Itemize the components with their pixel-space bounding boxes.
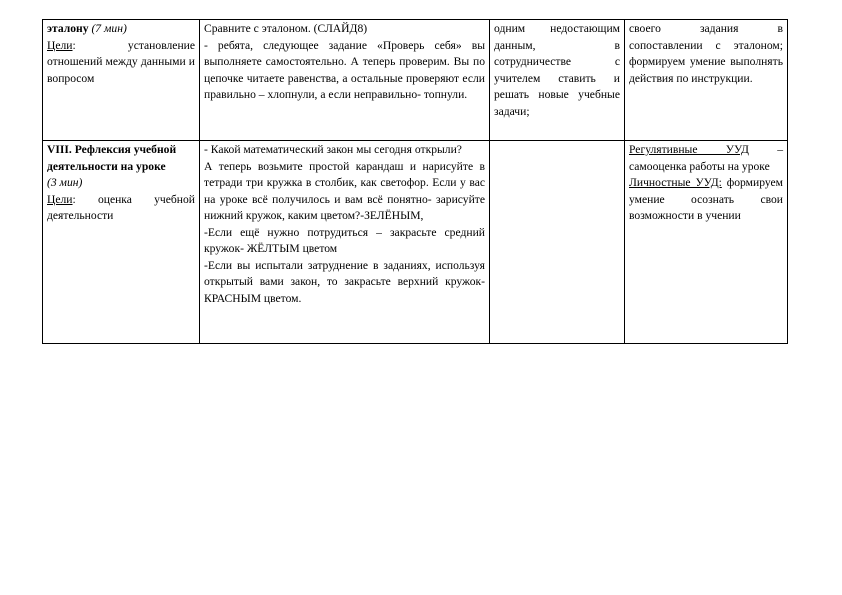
student-activity-cell xyxy=(490,141,625,344)
stage-cell xyxy=(43,141,200,344)
table-row xyxy=(43,20,788,141)
goal-label: Цели xyxy=(47,192,73,206)
goal-separator: : xyxy=(72,38,76,52)
teacher-line: - ребята, следующее задание «Проверь себя» вы выполняете самостоятельно. А теперь проверим. Вы по цепочке читаете равенства, а остальные проверяют если правильно – хлопнули, а если неправильно- топнули. xyxy=(204,38,485,101)
uud-personal xyxy=(629,175,783,225)
goal-label: Цели xyxy=(47,38,73,52)
teacher-line: -Если вы испытали затруднение в заданиях, используя открытый вами закон, то закрасьте верхний кружок- КРАСНЫМ цветом. xyxy=(204,258,485,305)
stage-goal xyxy=(47,192,195,225)
goal-separator: : xyxy=(72,192,76,206)
uud-regulatory-label: Регулятивные УУД xyxy=(629,143,749,156)
teacher-activity-cell xyxy=(200,20,490,141)
teacher-line: Сравните с эталоном. (СЛАЙД8) xyxy=(204,22,368,35)
uud-regulatory xyxy=(629,142,783,175)
uud-cell xyxy=(625,141,788,344)
goal-text: установление отношений между данными и вопросом xyxy=(47,38,195,85)
teacher-activity-cell xyxy=(200,141,490,344)
uud-personal-text: формируем умение осознать свои возможности в учении xyxy=(629,176,783,222)
uud-text: своего задания в сопоставлении с эталоном; формируем умение выполнять действия по инструкции. xyxy=(629,22,783,85)
stage-cell xyxy=(43,20,200,141)
teacher-line: А теперь возьмите простой карандаш и нарисуйте в тетради три кружка в столбик, как светофор. Если у вас на уроке всё получилось и вам всё понятно- зарисуйте нижний кружок, каким цветом?-ЗЕЛЁНЫМ, xyxy=(204,159,485,222)
teacher-line: -Если ещё нужно потрудиться – закрасьте средний кружок- ЖЁЛТЫМ цветом xyxy=(204,225,485,255)
stage-title: VIII. Рефлексия учебной деятельности на уроке xyxy=(47,143,177,173)
student-activity-text: одним недостающим данным, в сотрудничестве с учителем ставить и решать новые учебные задачи; xyxy=(494,22,620,118)
lesson-plan-table xyxy=(42,19,788,344)
student-activity-cell xyxy=(490,20,625,141)
table-row xyxy=(43,141,788,344)
stage-time: (3 мин) xyxy=(47,176,83,189)
stage-title: эталону xyxy=(47,22,89,35)
uud-personal-label: Личностные УУД: xyxy=(629,176,722,189)
uud-regulatory-text: – самооценка работы на уроке xyxy=(629,143,783,173)
uud-cell xyxy=(625,20,788,141)
goal-text: оценка учебной деятельности xyxy=(47,192,195,222)
stage-goal xyxy=(47,38,195,88)
teacher-line: - Какой математический закон мы сегодня открыли? xyxy=(204,143,462,156)
stage-time: (7 мин) xyxy=(91,22,127,35)
